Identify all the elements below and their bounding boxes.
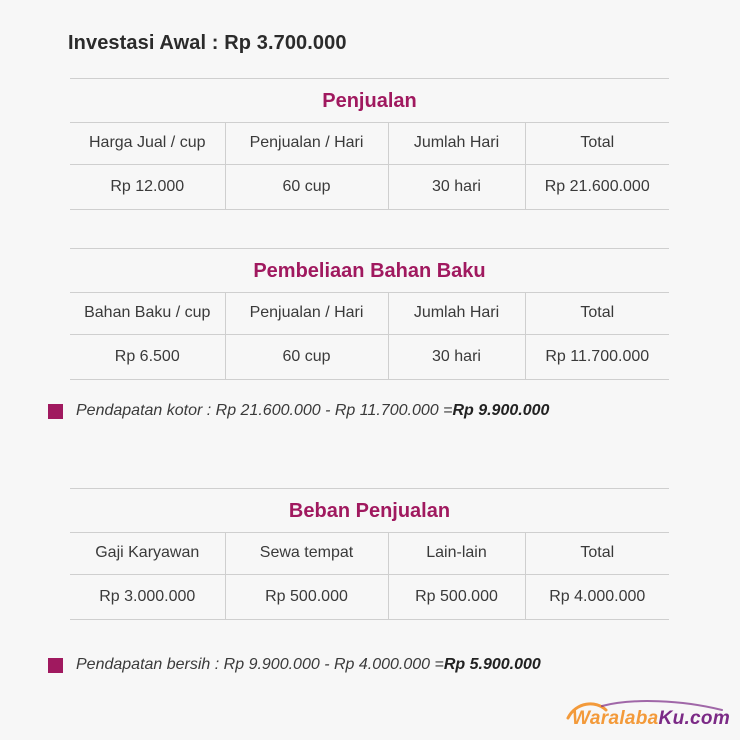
table-header-row [70,533,669,574]
table-cell: Rp 12.000 [70,164,225,209]
waralabaku-logo [562,696,732,736]
gross-income-formula: Pendapatan kotor : Rp 21.600.000 - Rp 11.700.000 = [76,402,453,419]
section-penjualan [70,78,669,210]
column-header: Gaji Karyawan [70,533,225,574]
table-cell: Rp 11.700.000 [525,334,669,379]
net-income-note [48,656,541,674]
gross-income-note [48,402,549,420]
table-row [70,334,669,379]
column-header: Total [525,123,669,164]
section-title: Penjualan [70,79,669,123]
net-income-result: Rp 5.900.000 [443,656,541,673]
square-bullet-icon [48,404,63,419]
table-cell: Rp 6.500 [70,334,225,379]
table-header-row [70,293,669,334]
column-header: Total [525,293,669,334]
logo-text [572,708,730,730]
column-header: Bahan Baku / cup [70,293,225,334]
column-header: Lain-lain [388,533,525,574]
table-header-row [70,123,669,164]
beban-penjualan-table [70,533,669,620]
column-header: Jumlah Hari [388,293,525,334]
column-header: Penjualan / Hari [225,123,388,164]
square-bullet-icon [48,658,63,673]
table-cell: Rp 500.000 [225,574,388,619]
logo-text-part: Ku.com [658,708,731,729]
section-beban-penjualan [70,488,669,620]
table-cell: Rp 500.000 [388,574,525,619]
section-title: Pembeliaan Bahan Baku [70,249,669,293]
table-cell: Rp 4.000.000 [525,574,669,619]
section-bahan-baku [70,248,669,380]
column-header: Penjualan / Hari [225,293,388,334]
table-cell: Rp 21.600.000 [525,164,669,209]
gross-income-result: Rp 9.900.000 [452,402,550,419]
penjualan-table [70,123,669,210]
bahan-baku-table [70,293,669,380]
column-header: Harga Jual / cup [70,123,225,164]
table-row [70,164,669,209]
logo-text-part: Waralaba [572,708,659,729]
table-cell: 30 hari [388,164,525,209]
table-cell: 30 hari [388,334,525,379]
table-row [70,574,669,619]
column-header: Jumlah Hari [388,123,525,164]
section-title: Beban Penjualan [70,489,669,533]
page-title: Investasi Awal : Rp 3.700.000 [68,32,347,54]
table-cell: 60 cup [225,334,388,379]
column-header: Total [525,533,669,574]
net-income-formula: Pendapatan bersih : Rp 9.900.000 - Rp 4.000.000 = [76,656,444,673]
table-cell: Rp 3.000.000 [70,574,225,619]
table-cell: 60 cup [225,164,388,209]
column-header: Sewa tempat [225,533,388,574]
